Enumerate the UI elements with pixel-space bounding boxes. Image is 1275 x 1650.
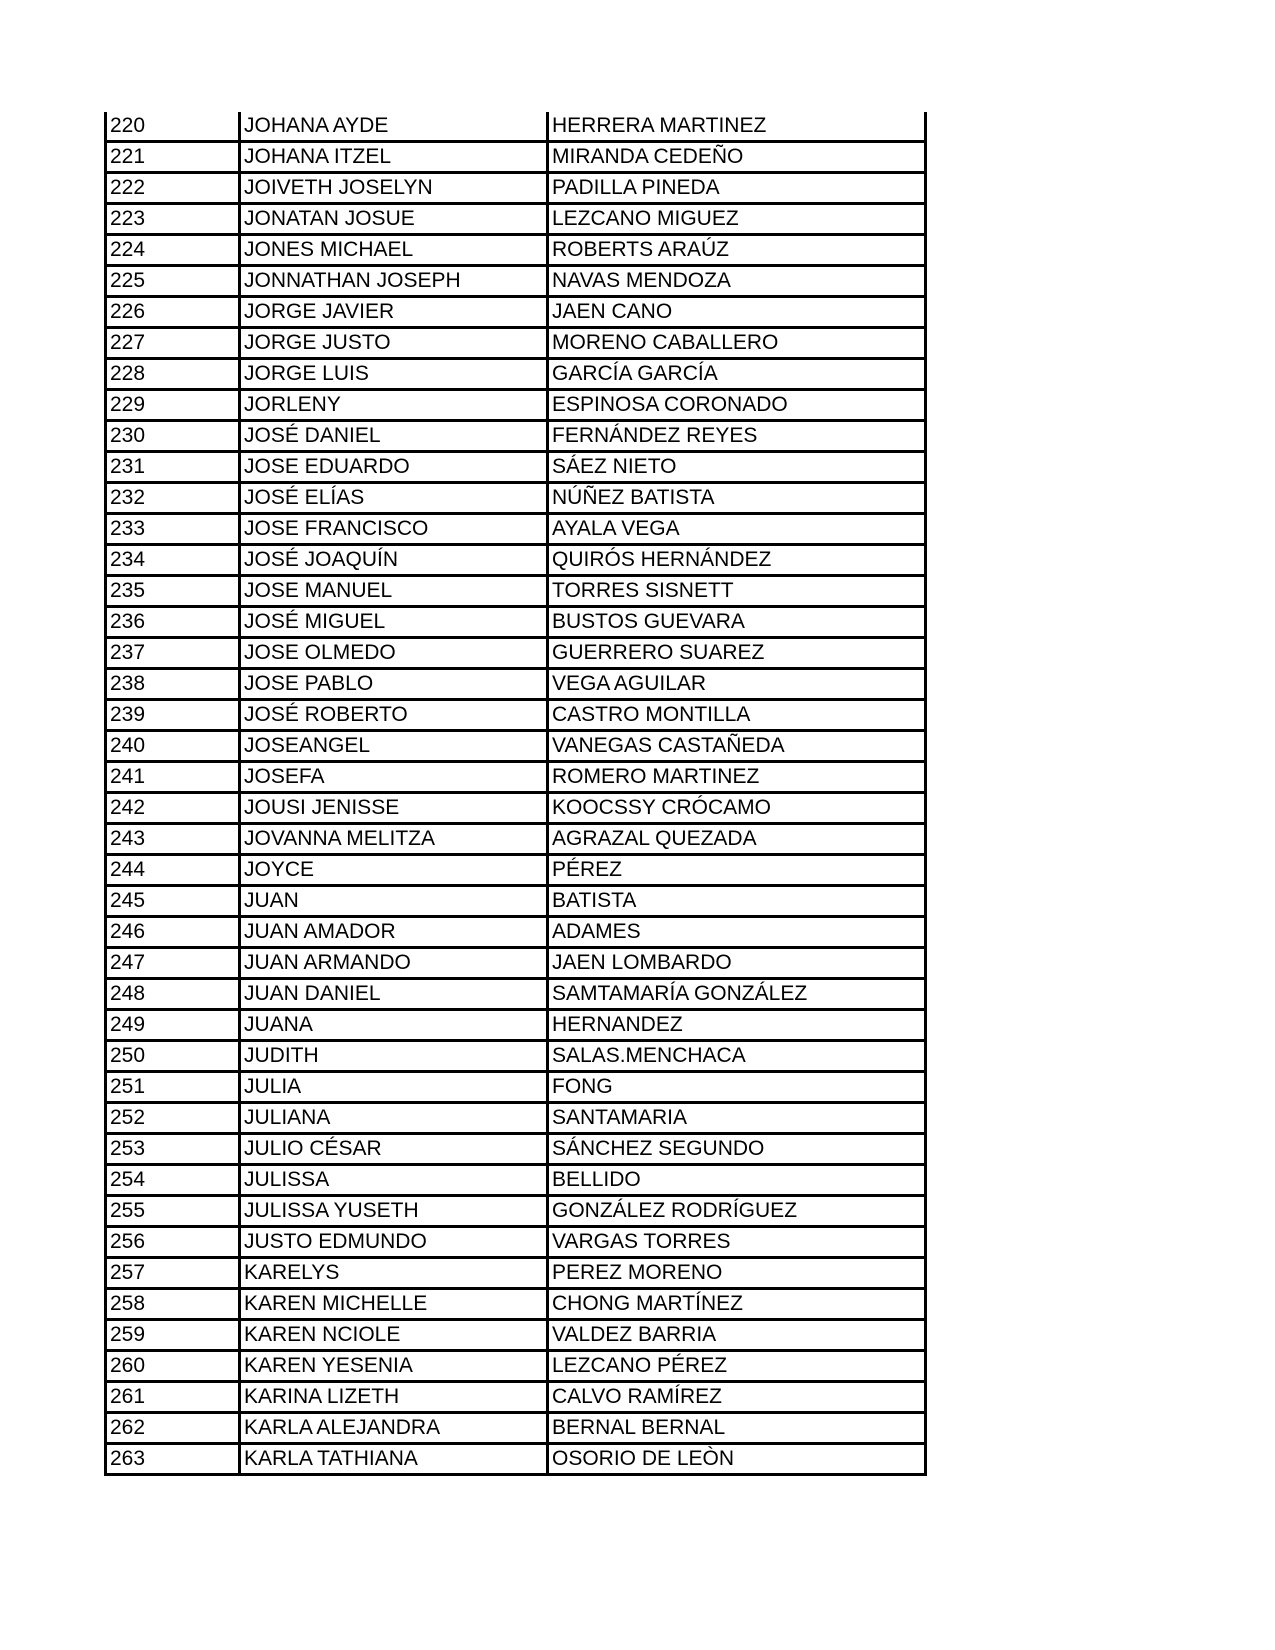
- first-name-cell: JUAN AMADOR: [240, 917, 548, 948]
- first-name-cell: JULISSA YUSETH: [240, 1196, 548, 1227]
- last-name-cell: AYALA VEGA: [548, 514, 926, 545]
- roster-body: [106, 112, 926, 1475]
- table-row: [106, 1444, 926, 1475]
- last-name-cell: PEREZ MORENO: [548, 1258, 926, 1289]
- last-name-cell: TORRES SISNETT: [548, 576, 926, 607]
- row-number-cell: 250: [106, 1041, 240, 1072]
- last-name-cell: MORENO CABALLERO: [548, 328, 926, 359]
- last-name-cell: JAEN CANO: [548, 297, 926, 328]
- row-number-cell: 221: [106, 142, 240, 173]
- row-number-cell: 253: [106, 1134, 240, 1165]
- row-number-cell: 229: [106, 390, 240, 421]
- last-name-cell: SANTAMARIA: [548, 1103, 926, 1134]
- first-name-cell: KAREN NCIOLE: [240, 1320, 548, 1351]
- row-number-cell: 222: [106, 173, 240, 204]
- first-name-cell: JUDITH: [240, 1041, 548, 1072]
- last-name-cell: VALDEZ BARRIA: [548, 1320, 926, 1351]
- row-number-cell: 234: [106, 545, 240, 576]
- table-row: [106, 824, 926, 855]
- first-name-cell: JORGE LUIS: [240, 359, 548, 390]
- first-name-cell: JORLENY: [240, 390, 548, 421]
- last-name-cell: ROBERTS ARAÚZ: [548, 235, 926, 266]
- first-name-cell: JOIVETH JOSELYN: [240, 173, 548, 204]
- table-row: [106, 359, 926, 390]
- table-row: [106, 1351, 926, 1382]
- last-name-cell: NAVAS MENDOZA: [548, 266, 926, 297]
- first-name-cell: JUSTO EDMUNDO: [240, 1227, 548, 1258]
- first-name-cell: JOSE PABLO: [240, 669, 548, 700]
- last-name-cell: OSORIO DE LEÒN: [548, 1444, 926, 1475]
- last-name-cell: VEGA AGUILAR: [548, 669, 926, 700]
- row-number-cell: 249: [106, 1010, 240, 1041]
- row-number-cell: 227: [106, 328, 240, 359]
- row-number-cell: 230: [106, 421, 240, 452]
- first-name-cell: KAREN YESENIA: [240, 1351, 548, 1382]
- row-number-cell: 239: [106, 700, 240, 731]
- row-number-cell: 240: [106, 731, 240, 762]
- row-number-cell: 259: [106, 1320, 240, 1351]
- first-name-cell: JOSÉ ROBERTO: [240, 700, 548, 731]
- row-number-cell: 226: [106, 297, 240, 328]
- row-number-cell: 262: [106, 1413, 240, 1444]
- last-name-cell: SÁNCHEZ SEGUNDO: [548, 1134, 926, 1165]
- first-name-cell: JOSE MANUEL: [240, 576, 548, 607]
- table-row: [106, 762, 926, 793]
- table-row: [106, 452, 926, 483]
- first-name-cell: JOSÉ DANIEL: [240, 421, 548, 452]
- last-name-cell: PADILLA PINEDA: [548, 173, 926, 204]
- row-number-cell: 242: [106, 793, 240, 824]
- first-name-cell: JOSEFA: [240, 762, 548, 793]
- first-name-cell: JOYCE: [240, 855, 548, 886]
- last-name-cell: SAMTAMARÍA GONZÁLEZ: [548, 979, 926, 1010]
- row-number-cell: 244: [106, 855, 240, 886]
- last-name-cell: CHONG MARTÍNEZ: [548, 1289, 926, 1320]
- first-name-cell: KARELYS: [240, 1258, 548, 1289]
- last-name-cell: SALAS.MENCHACA: [548, 1041, 926, 1072]
- first-name-cell: JULISSA: [240, 1165, 548, 1196]
- row-number-cell: 231: [106, 452, 240, 483]
- table-row: [106, 421, 926, 452]
- table-row: [106, 1382, 926, 1413]
- row-number-cell: 237: [106, 638, 240, 669]
- row-number-cell: 261: [106, 1382, 240, 1413]
- row-number-cell: 260: [106, 1351, 240, 1382]
- table-row: [106, 204, 926, 235]
- table-row: [106, 112, 926, 142]
- table-row: [106, 731, 926, 762]
- last-name-cell: SÁEZ NIETO: [548, 452, 926, 483]
- table-row: [106, 545, 926, 576]
- table-row: [106, 917, 926, 948]
- first-name-cell: JOUSI JENISSE: [240, 793, 548, 824]
- table-row: [106, 235, 926, 266]
- first-name-cell: JOSEANGEL: [240, 731, 548, 762]
- last-name-cell: ESPINOSA CORONADO: [548, 390, 926, 421]
- row-number-cell: 224: [106, 235, 240, 266]
- table-row: [106, 700, 926, 731]
- last-name-cell: FERNÁNDEZ REYES: [548, 421, 926, 452]
- last-name-cell: GONZÁLEZ RODRÍGUEZ: [548, 1196, 926, 1227]
- first-name-cell: JOSÉ MIGUEL: [240, 607, 548, 638]
- first-name-cell: JULIA: [240, 1072, 548, 1103]
- last-name-cell: BERNAL BERNAL: [548, 1413, 926, 1444]
- last-name-cell: ADAMES: [548, 917, 926, 948]
- first-name-cell: JOHANA ITZEL: [240, 142, 548, 173]
- first-name-cell: JULIO CÉSAR: [240, 1134, 548, 1165]
- first-name-cell: JOVANNA MELITZA: [240, 824, 548, 855]
- table-row: [106, 576, 926, 607]
- last-name-cell: BUSTOS GUEVARA: [548, 607, 926, 638]
- row-number-cell: 251: [106, 1072, 240, 1103]
- first-name-cell: JUAN ARMANDO: [240, 948, 548, 979]
- table-row: [106, 1289, 926, 1320]
- row-number-cell: 220: [106, 112, 240, 142]
- last-name-cell: HERNANDEZ: [548, 1010, 926, 1041]
- last-name-cell: BELLIDO: [548, 1165, 926, 1196]
- first-name-cell: JOSE OLMEDO: [240, 638, 548, 669]
- row-number-cell: 247: [106, 948, 240, 979]
- row-number-cell: 248: [106, 979, 240, 1010]
- table-row: [106, 1258, 926, 1289]
- row-number-cell: 233: [106, 514, 240, 545]
- first-name-cell: JONATAN JOSUE: [240, 204, 548, 235]
- table-row: [106, 1134, 926, 1165]
- table-row: [106, 669, 926, 700]
- table-row: [106, 638, 926, 669]
- row-number-cell: 255: [106, 1196, 240, 1227]
- last-name-cell: LEZCANO PÉREZ: [548, 1351, 926, 1382]
- row-number-cell: 235: [106, 576, 240, 607]
- first-name-cell: KARLA TATHIANA: [240, 1444, 548, 1475]
- first-name-cell: JUAN: [240, 886, 548, 917]
- row-number-cell: 236: [106, 607, 240, 638]
- first-name-cell: JUANA: [240, 1010, 548, 1041]
- row-number-cell: 223: [106, 204, 240, 235]
- table-row: [106, 514, 926, 545]
- last-name-cell: HERRERA MARTINEZ: [548, 112, 926, 142]
- last-name-cell: ROMERO MARTINEZ: [548, 762, 926, 793]
- first-name-cell: JONNATHAN JOSEPH: [240, 266, 548, 297]
- table-row: [106, 142, 926, 173]
- roster-table: [104, 112, 927, 1476]
- row-number-cell: 238: [106, 669, 240, 700]
- table-row: [106, 173, 926, 204]
- last-name-cell: FONG: [548, 1072, 926, 1103]
- table-row: [106, 1227, 926, 1258]
- row-number-cell: 246: [106, 917, 240, 948]
- table-row: [106, 1072, 926, 1103]
- table-row: [106, 1165, 926, 1196]
- last-name-cell: LEZCANO MIGUEZ: [548, 204, 926, 235]
- first-name-cell: JOSÉ ELÍAS: [240, 483, 548, 514]
- row-number-cell: 263: [106, 1444, 240, 1475]
- last-name-cell: QUIRÓS HERNÁNDEZ: [548, 545, 926, 576]
- last-name-cell: CASTRO MONTILLA: [548, 700, 926, 731]
- last-name-cell: VARGAS TORRES: [548, 1227, 926, 1258]
- table-row: [106, 266, 926, 297]
- first-name-cell: JONES MICHAEL: [240, 235, 548, 266]
- last-name-cell: NÚÑEZ BATISTA: [548, 483, 926, 514]
- last-name-cell: KOOCSSY CRÓCAMO: [548, 793, 926, 824]
- last-name-cell: VANEGAS CASTAÑEDA: [548, 731, 926, 762]
- row-number-cell: 257: [106, 1258, 240, 1289]
- table-row: [106, 297, 926, 328]
- table-row: [106, 1103, 926, 1134]
- table-row: [106, 979, 926, 1010]
- first-name-cell: JOHANA AYDE: [240, 112, 548, 142]
- first-name-cell: JUAN DANIEL: [240, 979, 548, 1010]
- first-name-cell: JOSÉ JOAQUÍN: [240, 545, 548, 576]
- first-name-cell: JORGE JAVIER: [240, 297, 548, 328]
- row-number-cell: 245: [106, 886, 240, 917]
- first-name-cell: JOSE FRANCISCO: [240, 514, 548, 545]
- last-name-cell: MIRANDA CEDEÑO: [548, 142, 926, 173]
- table-row: [106, 855, 926, 886]
- row-number-cell: 241: [106, 762, 240, 793]
- table-row: [106, 948, 926, 979]
- last-name-cell: AGRAZAL QUEZADA: [548, 824, 926, 855]
- table-row: [106, 607, 926, 638]
- row-number-cell: 232: [106, 483, 240, 514]
- table-row: [106, 328, 926, 359]
- table-row: [106, 886, 926, 917]
- first-name-cell: KARINA LIZETH: [240, 1382, 548, 1413]
- row-number-cell: 225: [106, 266, 240, 297]
- table-row: [106, 793, 926, 824]
- last-name-cell: BATISTA: [548, 886, 926, 917]
- table-row: [106, 1010, 926, 1041]
- row-number-cell: 243: [106, 824, 240, 855]
- last-name-cell: JAEN LOMBARDO: [548, 948, 926, 979]
- table-row: [106, 1320, 926, 1351]
- row-number-cell: 256: [106, 1227, 240, 1258]
- table-row: [106, 1041, 926, 1072]
- first-name-cell: JULIANA: [240, 1103, 548, 1134]
- table-row: [106, 483, 926, 514]
- table-row: [106, 1413, 926, 1444]
- first-name-cell: KARLA ALEJANDRA: [240, 1413, 548, 1444]
- last-name-cell: CALVO RAMÍREZ: [548, 1382, 926, 1413]
- first-name-cell: JORGE JUSTO: [240, 328, 548, 359]
- last-name-cell: GUERRERO SUAREZ: [548, 638, 926, 669]
- table-row: [106, 1196, 926, 1227]
- row-number-cell: 258: [106, 1289, 240, 1320]
- table-row: [106, 390, 926, 421]
- last-name-cell: GARCÍA GARCÍA: [548, 359, 926, 390]
- row-number-cell: 228: [106, 359, 240, 390]
- last-name-cell: PÉREZ: [548, 855, 926, 886]
- row-number-cell: 254: [106, 1165, 240, 1196]
- first-name-cell: KAREN MICHELLE: [240, 1289, 548, 1320]
- first-name-cell: JOSE EDUARDO: [240, 452, 548, 483]
- row-number-cell: 252: [106, 1103, 240, 1134]
